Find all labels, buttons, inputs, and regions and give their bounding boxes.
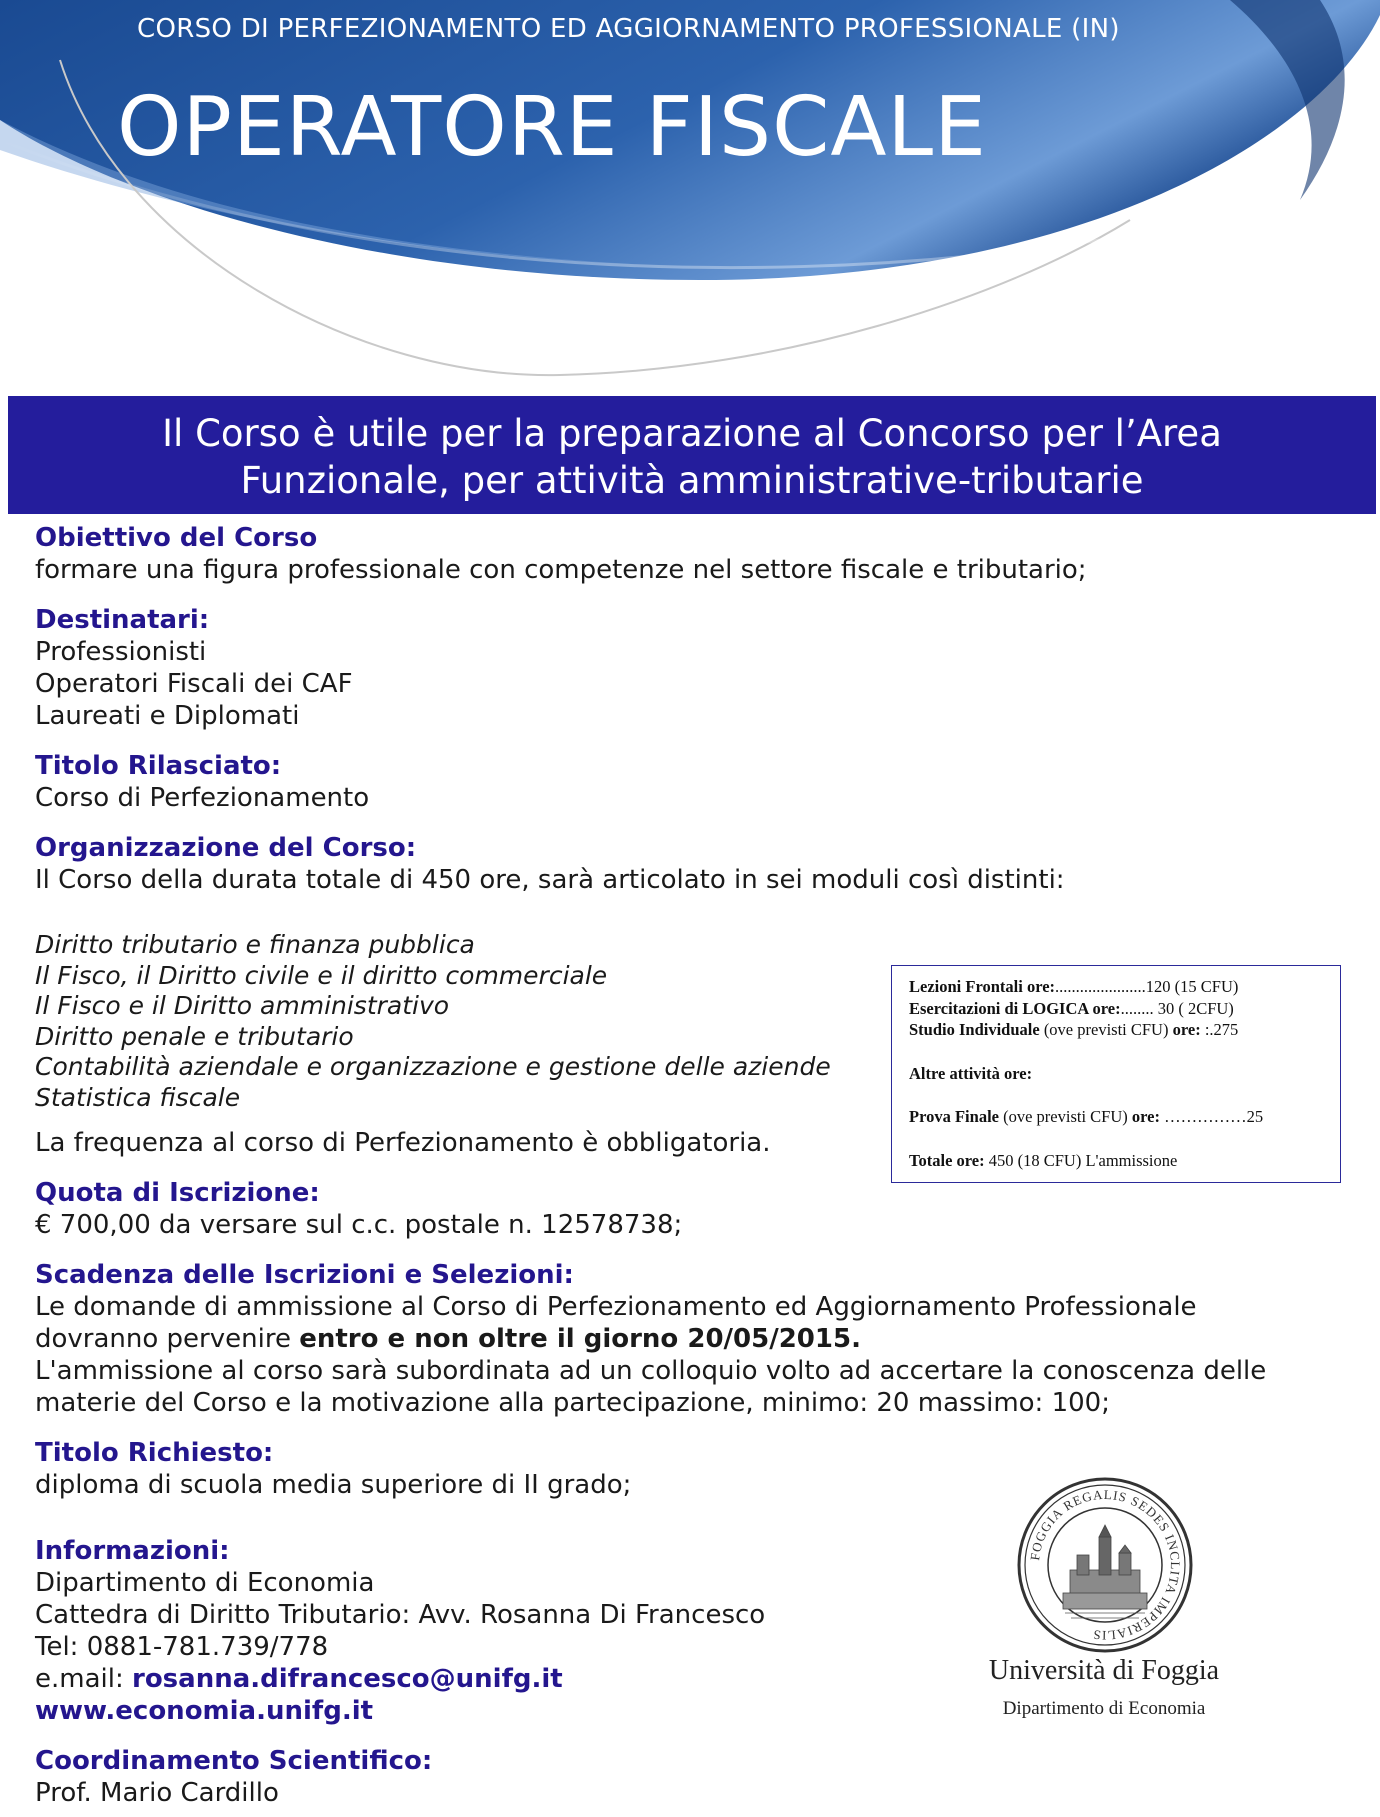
destinatari-item: Laureati e Diplomati [35,701,300,731]
email-link[interactable]: rosanna.difrancesco@unifg.it [132,1664,563,1694]
frequency-note: La frequenza al corso di Perfezionamento è obbligatoria. [35,1128,771,1158]
hours-esercitazioni-label: Esercitazioni di LOGICA ore: [909,998,1121,1018]
university-name: Università di Foggia [988,1655,1220,1686]
purpose-banner [8,396,1376,514]
hours-totale [909,1150,1330,1172]
scadenza-line-2-prefix: dovranno pervenire [35,1324,300,1354]
hours-totale-label: Totale ore: [909,1150,985,1170]
university-department: Dipartimento di Economia [1002,1698,1206,1719]
module-item: Contabilità aziendale e organizzazione e gestione delle aziende [35,1052,831,1081]
section-heading-scadenza: Scadenza delle Iscrizioni e Selezioni: [35,1260,574,1290]
website-link[interactable]: www.economia.unifg.it [35,1696,374,1726]
university-seal [985,1475,1235,1725]
hours-studio-label2: ore: [1172,1020,1201,1039]
hours-studio-value: :.275 [1200,1020,1239,1039]
module-item: Statistica fiscale [35,1082,241,1112]
destinatari-item: Professionisti [35,637,207,667]
coordinamento-text: Prof. Mario Cardillo [35,1778,279,1808]
hours-summary-box [891,965,1341,1183]
hours-prova-paren: (ove previsti CFU) [998,1107,1132,1126]
hours-studio-paren: (ove previsti CFU) [1039,1020,1173,1039]
hours-studio [909,1019,1330,1041]
obiettivo-text: formare una figura professionale con competenze nel settore fiscale e tributario; [35,555,1087,585]
section-heading-organizzazione: Organizzazione del Corso: [35,833,417,863]
quota-text: € 700,00 da versare sul c.c. postale n. 12578738; [35,1210,683,1240]
hours-altre-label: Altre attività ore: [909,1063,1033,1083]
svg-text:FOGGIA REGALIS SEDES INCLITA I: FOGGIA REGALIS SEDES INCLITA IMPERIALIS [1027,1486,1184,1644]
course-title: OPERATORE FISCALE [117,80,987,175]
hours-prova-label: Prova Finale [909,1107,999,1126]
hours-altre [909,1063,1330,1085]
course-supertitle: CORSO DI PERFEZIONAMENTO ED AGGIORNAMENTO PROFESSIONALE (IN) [137,14,1120,44]
module-item: Diritto tributario e finanza pubblica [35,930,475,959]
hours-totale-value: 450 (18 CFU) L'ammissione [984,1150,1178,1170]
organizzazione-text: Il Corso della durata totale di 450 ore, sarà articolato in sei moduli così distinti: [35,865,1065,895]
scadenza-line-2 [35,1323,1355,1355]
hours-prova-value: ……………25 [1159,1107,1264,1126]
email-label: e.mail: [35,1664,132,1694]
hours-esercitazioni [909,998,1330,1020]
section-heading-quota: Quota di Iscrizione: [35,1178,320,1208]
section-heading-obiettivo: Obiettivo del Corso [35,523,318,553]
seal-icon [1015,1475,1195,1655]
scadenza-line-3: L'ammissione al corso sarà subordinata ad un colloquio volto ad accertare la conoscenza delle [35,1356,1267,1386]
titolo-richiesto-text: diploma di scuola media superiore di II grado; [35,1470,632,1500]
section-heading-informazioni: Informazioni: [35,1536,230,1566]
hours-prova [909,1106,1330,1128]
destinatari-item: Operatori Fiscali dei CAF [35,669,353,699]
section-heading-destinatari: Destinatari: [35,605,210,635]
banner-line-1: Il Corso è utile per la preparazione al Concorso per l’Area [162,412,1222,455]
scadenza-line-1: Le domande di ammissione al Corso di Perfezionamento ed Aggiornamento Professionale [35,1292,1197,1322]
scadenza-line-4: materie del Corso e la motivazione alla partecipazione, minimo: 20 massimo: 100; [35,1388,1110,1418]
hours-prova-label2: ore: [1131,1107,1160,1126]
deadline-date: entro e non oltre il giorno 20/05/2015. [299,1324,861,1354]
info-cattedra: Cattedra di Diritto Tributario: Avv. Rosanna Di Francesco [35,1600,766,1630]
module-item: Il Fisco e il Diritto amministrativo [35,991,450,1020]
hours-lezioni-label: Lezioni Frontali ore: [909,977,1056,996]
section-heading-coordinamento: Coordinamento Scientifico: [35,1746,433,1776]
header [0,0,1380,395]
banner-line-2: Funzionale, per attività amministrative-tributarie [240,459,1144,502]
hours-esercitazioni-value: ........ 30 ( 2CFU) [1120,998,1234,1018]
hours-lezioni-value: ......................120 (15 CFU) [1055,977,1239,996]
hours-studio-label: Studio Individuale [909,1020,1040,1039]
section-heading-titolo-richiesto: Titolo Richiesto: [35,1438,274,1468]
module-item: Il Fisco, il Diritto civile e il diritto commerciale [35,960,608,990]
header-wave-graphic [0,0,1380,395]
info-department: Dipartimento di Economia [35,1568,375,1598]
titolo-rilasciato-text: Corso di Perfezionamento [35,783,370,813]
section-heading-titolo-rilasciato: Titolo Rilasciato: [35,751,282,781]
module-item: Diritto penale e tributario [35,1021,354,1051]
hours-lezioni [909,976,1330,998]
info-phone: Tel: 0881-781.739/778 [35,1632,329,1662]
